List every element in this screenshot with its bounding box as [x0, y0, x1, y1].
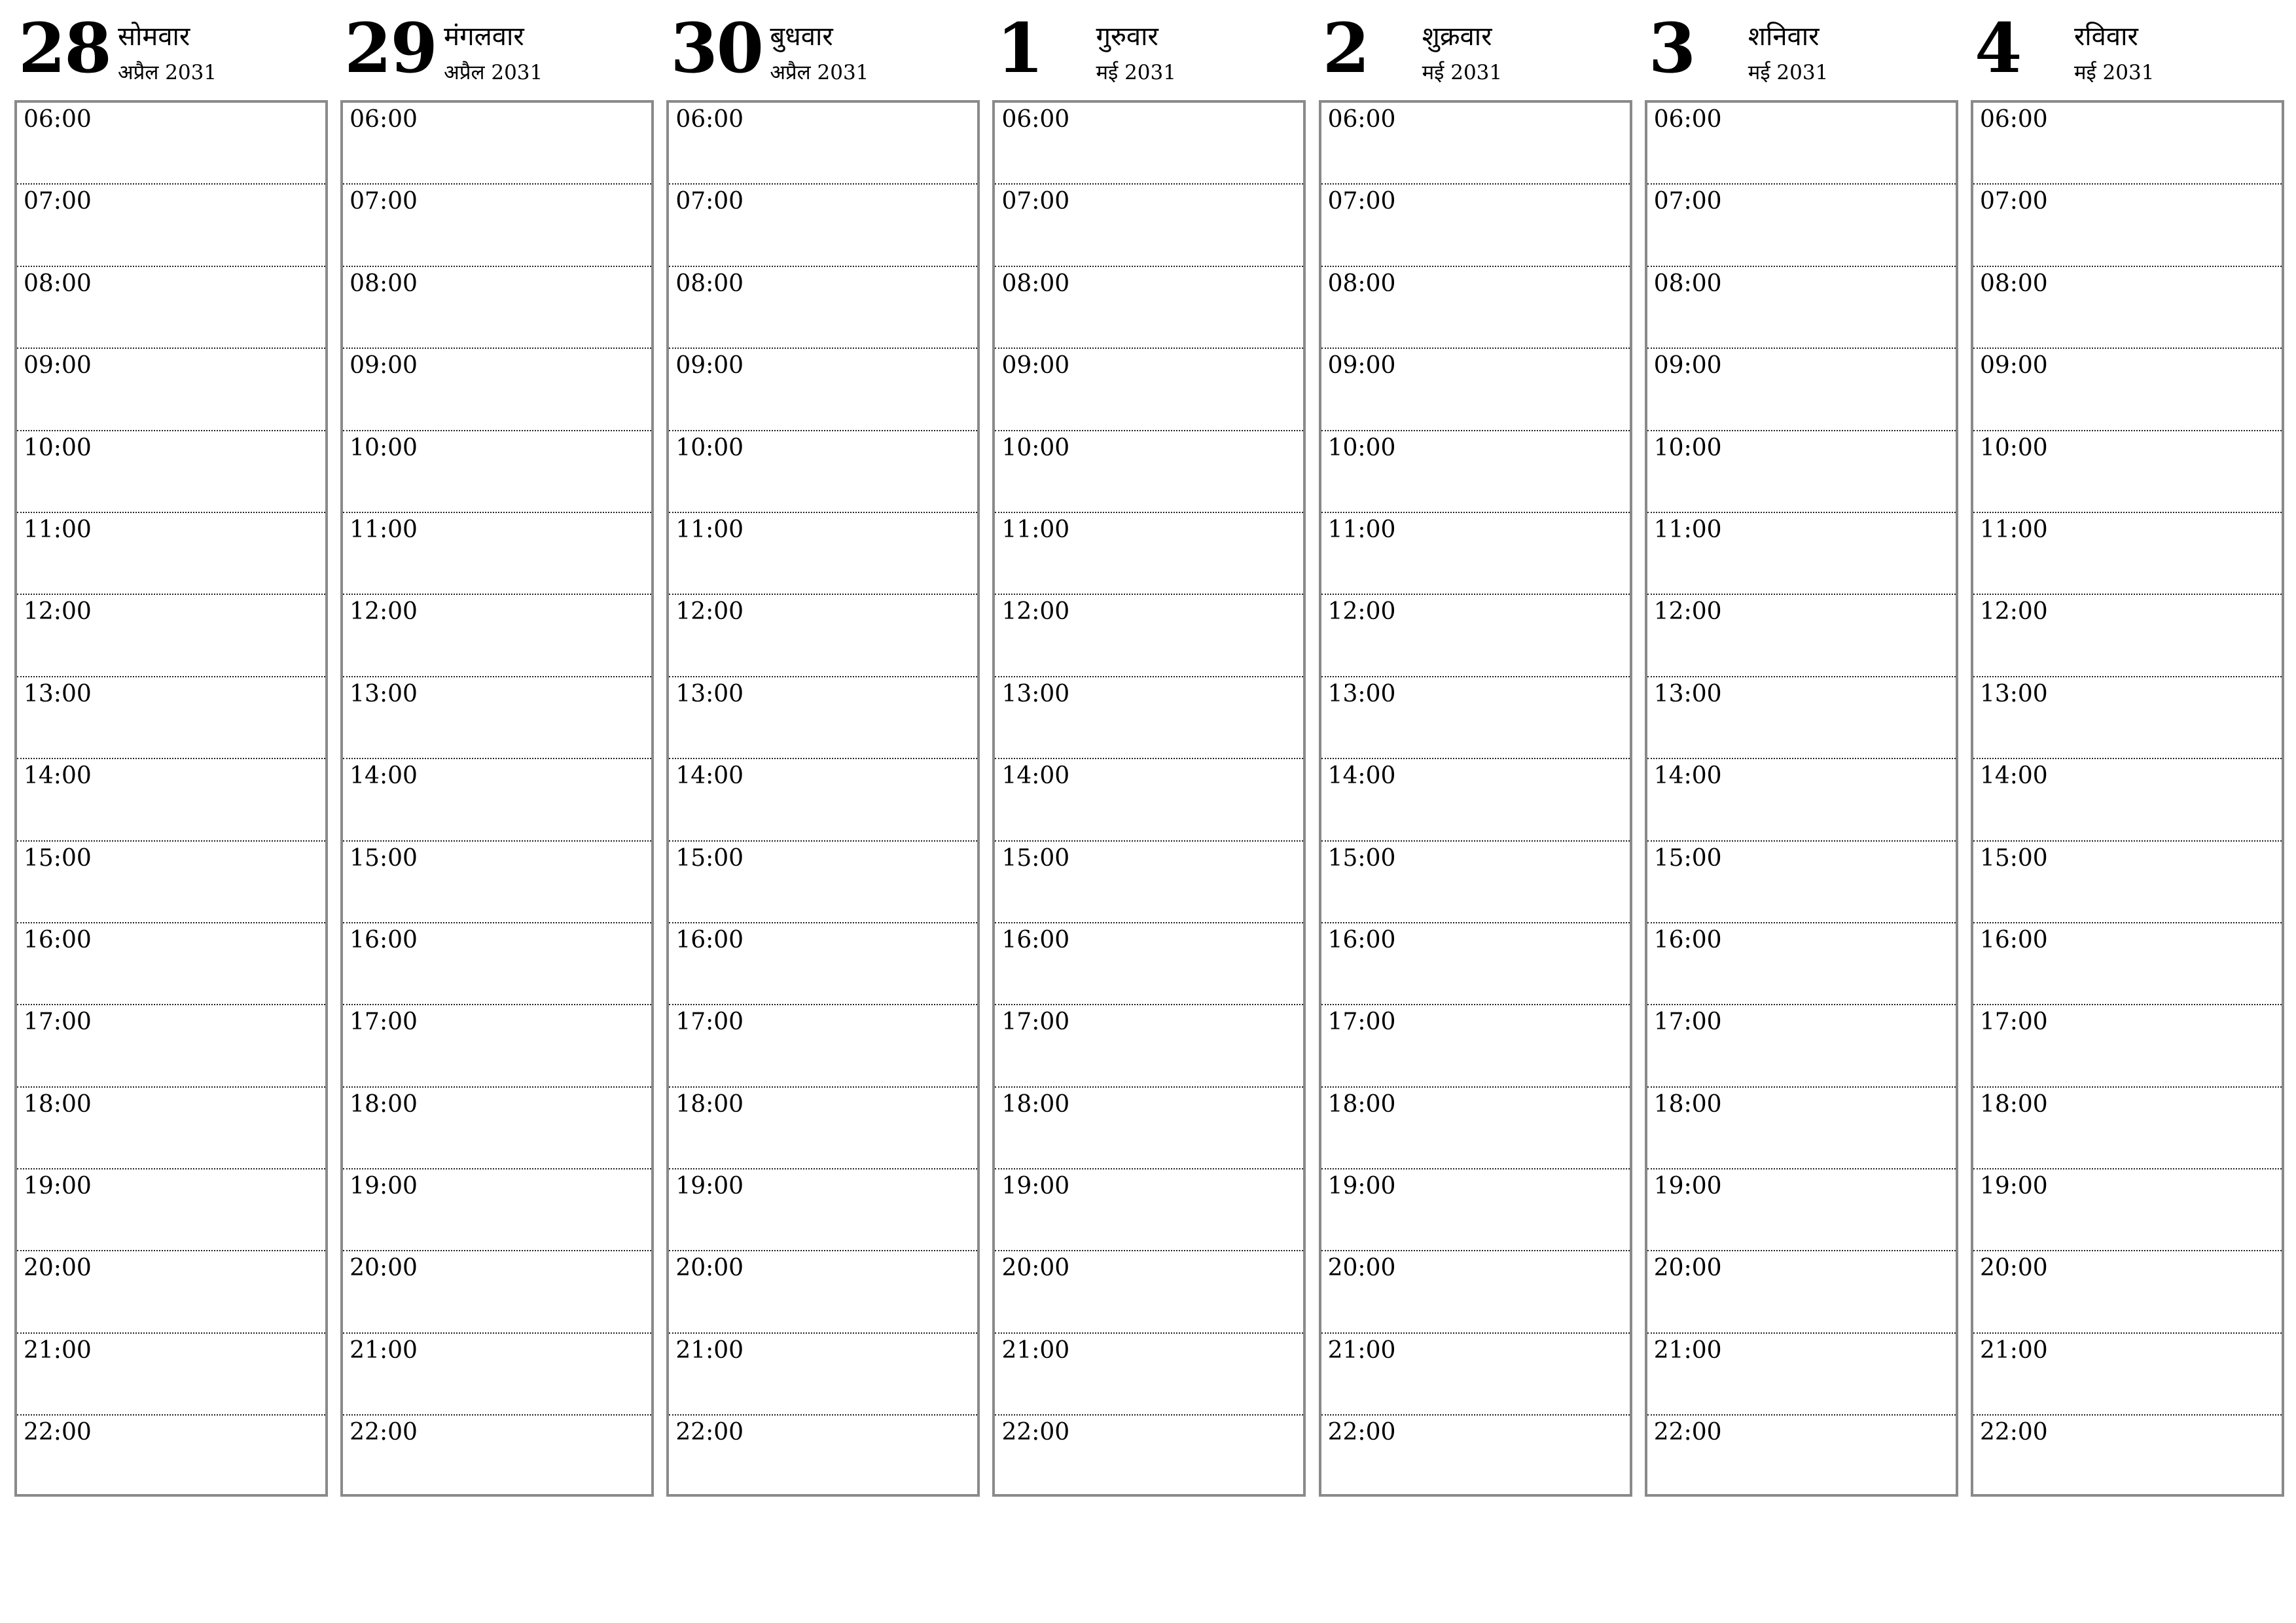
time-slot[interactable] — [1321, 677, 1630, 759]
time-slot[interactable] — [995, 267, 1303, 349]
time-slot[interactable] — [1321, 1334, 1630, 1416]
day-name: शुक्रवार — [1422, 22, 1492, 52]
time-slot[interactable] — [669, 842, 977, 923]
time-slot[interactable] — [669, 103, 977, 185]
time-label: 08:00 — [1979, 270, 2048, 297]
time-slot[interactable] — [1647, 1251, 1956, 1333]
day-name: मंगलवार — [444, 22, 524, 52]
time-slot[interactable] — [995, 1005, 1303, 1087]
time-label: 20:00 — [675, 1255, 744, 1282]
time-slot[interactable] — [343, 923, 651, 1005]
time-label: 21:00 — [675, 1336, 744, 1364]
time-slot[interactable] — [995, 103, 1303, 185]
time-label: 20:00 — [1001, 1255, 1070, 1282]
time-label: 09:00 — [1001, 352, 1070, 380]
time-label: 11:00 — [1653, 516, 1722, 543]
time-slot[interactable] — [1321, 103, 1630, 185]
time-label: 19:00 — [1979, 1173, 2048, 1200]
time-label: 13:00 — [350, 680, 418, 707]
time-label: 22:00 — [1327, 1419, 1396, 1446]
time-slot[interactable] — [343, 1088, 651, 1169]
time-label: 11:00 — [24, 516, 92, 543]
time-slot[interactable] — [343, 1005, 651, 1087]
day-header — [1319, 0, 1632, 98]
time-slot[interactable] — [343, 267, 651, 349]
time-label: 21:00 — [1327, 1336, 1396, 1364]
day-schedule-box — [14, 100, 328, 1497]
time-slot[interactable] — [1321, 759, 1630, 841]
time-slot[interactable] — [669, 267, 977, 349]
time-label: 16:00 — [675, 926, 744, 954]
time-slot[interactable] — [1321, 923, 1630, 1005]
time-label: 08:00 — [1001, 270, 1070, 297]
time-label: 20:00 — [1327, 1255, 1396, 1282]
time-label: 06:00 — [675, 106, 744, 133]
time-slot[interactable] — [1973, 103, 2282, 185]
time-label: 12:00 — [350, 598, 418, 626]
time-slot[interactable] — [1973, 1005, 2282, 1087]
time-label: 07:00 — [675, 188, 744, 215]
time-label: 21:00 — [350, 1336, 418, 1364]
time-label: 06:00 — [1979, 106, 2048, 133]
time-label: 21:00 — [1001, 1336, 1070, 1364]
time-label: 06:00 — [1327, 106, 1396, 133]
time-label: 22:00 — [675, 1419, 744, 1446]
time-slot[interactable] — [1973, 513, 2282, 595]
time-slot[interactable] — [995, 185, 1303, 266]
day-number: 30 — [670, 8, 763, 88]
time-label: 20:00 — [1979, 1255, 2048, 1282]
day-schedule-box — [1645, 100, 1958, 1497]
time-label: 08:00 — [1327, 270, 1396, 297]
time-slot[interactable] — [1973, 842, 2282, 923]
time-label: 06:00 — [24, 106, 92, 133]
time-label: 11:00 — [1327, 516, 1396, 543]
time-label: 10:00 — [675, 434, 744, 461]
time-label: 19:00 — [24, 1173, 92, 1200]
time-label: 22:00 — [1979, 1419, 2048, 1446]
time-slot[interactable] — [343, 759, 651, 841]
time-slot[interactable] — [1647, 1005, 1956, 1087]
day-schedule-box — [1971, 100, 2284, 1497]
day-number: 1 — [996, 8, 1043, 88]
day-month-year: अप्रैल 2031 — [770, 61, 869, 84]
day-month-year: मई 2031 — [1748, 61, 1829, 84]
time-slot[interactable] — [17, 595, 325, 677]
time-slot[interactable] — [17, 1005, 325, 1087]
time-label: 14:00 — [350, 762, 418, 790]
time-slot[interactable] — [1647, 349, 1956, 431]
time-label: 11:00 — [1979, 516, 2048, 543]
time-slot[interactable] — [1321, 1251, 1630, 1333]
time-label: 11:00 — [350, 516, 418, 543]
time-label: 07:00 — [1001, 188, 1070, 215]
time-slot[interactable] — [1647, 1334, 1956, 1416]
time-slot[interactable] — [995, 349, 1303, 431]
time-label: 22:00 — [1653, 1419, 1722, 1446]
time-slot[interactable] — [1973, 595, 2282, 677]
time-label: 16:00 — [24, 926, 92, 954]
time-label: 14:00 — [1001, 762, 1070, 790]
time-label: 12:00 — [1327, 598, 1396, 626]
time-label: 11:00 — [1001, 516, 1070, 543]
time-label: 16:00 — [1001, 926, 1070, 954]
time-slot[interactable] — [17, 923, 325, 1005]
time-slot[interactable] — [995, 1416, 1303, 1497]
day-name: रविवार — [2073, 22, 2138, 52]
time-label: 08:00 — [24, 270, 92, 297]
time-slot[interactable] — [343, 103, 651, 185]
time-label: 11:00 — [675, 516, 744, 543]
time-label: 13:00 — [1653, 680, 1722, 707]
day-name: सोमवार — [118, 22, 190, 52]
time-label: 16:00 — [1653, 926, 1722, 954]
time-slot[interactable] — [1647, 595, 1956, 677]
day-header — [1971, 0, 2284, 98]
time-label: 09:00 — [675, 352, 744, 380]
time-slot[interactable] — [995, 1169, 1303, 1251]
time-label: 18:00 — [1001, 1090, 1070, 1118]
time-label: 15:00 — [24, 844, 92, 872]
time-slot[interactable] — [669, 759, 977, 841]
time-label: 21:00 — [1979, 1336, 2048, 1364]
time-slot[interactable] — [343, 1416, 651, 1497]
time-label: 10:00 — [1979, 434, 2048, 461]
time-label: 14:00 — [675, 762, 744, 790]
day-header — [992, 0, 1306, 98]
day-column — [14, 0, 328, 1505]
time-label: 12:00 — [1001, 598, 1070, 626]
time-label: 15:00 — [1979, 844, 2048, 872]
time-label: 18:00 — [350, 1090, 418, 1118]
time-slot[interactable] — [669, 1088, 977, 1169]
weekly-planner — [14, 0, 2284, 1505]
time-slot[interactable] — [1973, 1088, 2282, 1169]
day-month-year: मई 2031 — [2073, 61, 2155, 84]
time-slot[interactable] — [343, 1251, 651, 1333]
time-label: 08:00 — [350, 270, 418, 297]
time-label: 18:00 — [675, 1090, 744, 1118]
day-header — [666, 0, 980, 98]
time-label: 22:00 — [1001, 1419, 1070, 1446]
time-label: 22:00 — [24, 1419, 92, 1446]
time-slot[interactable] — [1647, 103, 1956, 185]
time-slot[interactable] — [995, 513, 1303, 595]
time-slot[interactable] — [995, 677, 1303, 759]
day-schedule-box — [992, 100, 1306, 1497]
time-label: 12:00 — [1653, 598, 1722, 626]
time-slot[interactable] — [343, 1169, 651, 1251]
day-schedule-box — [340, 100, 654, 1497]
day-header — [340, 0, 654, 98]
time-slot[interactable] — [17, 513, 325, 595]
day-name: बुधवार — [770, 22, 833, 52]
time-slot[interactable] — [343, 431, 651, 513]
time-label: 19:00 — [675, 1173, 744, 1200]
time-label: 18:00 — [1979, 1090, 2048, 1118]
time-slot[interactable] — [995, 595, 1303, 677]
time-slot[interactable] — [669, 431, 977, 513]
time-slot[interactable] — [669, 677, 977, 759]
time-slot[interactable] — [1321, 1169, 1630, 1251]
time-slot[interactable] — [17, 1334, 325, 1416]
time-slot[interactable] — [17, 185, 325, 266]
time-slot[interactable] — [1647, 1416, 1956, 1497]
time-slot[interactable] — [995, 1334, 1303, 1416]
day-column — [1645, 0, 1958, 1505]
time-slot[interactable] — [1321, 1416, 1630, 1497]
time-label: 10:00 — [1653, 434, 1722, 461]
time-slot[interactable] — [669, 1416, 977, 1497]
day-column — [1319, 0, 1632, 1505]
day-name: शनिवार — [1748, 22, 1820, 52]
time-slot[interactable] — [17, 1251, 325, 1333]
time-slot[interactable] — [17, 1416, 325, 1497]
time-slot[interactable] — [1647, 185, 1956, 266]
time-slot[interactable] — [343, 595, 651, 677]
time-slot[interactable] — [343, 842, 651, 923]
time-label: 07:00 — [350, 188, 418, 215]
time-slot[interactable] — [343, 349, 651, 431]
time-label: 14:00 — [1979, 762, 2048, 790]
time-slot[interactable] — [1321, 1088, 1630, 1169]
time-label: 10:00 — [350, 434, 418, 461]
time-slot[interactable] — [1973, 1416, 2282, 1497]
day-header — [1645, 0, 1958, 98]
time-label: 21:00 — [1653, 1336, 1722, 1364]
time-slot[interactable] — [17, 759, 325, 841]
time-slot[interactable] — [1321, 842, 1630, 923]
time-label: 17:00 — [350, 1008, 418, 1036]
time-label: 19:00 — [1327, 1173, 1396, 1200]
day-header — [14, 0, 328, 98]
day-month-year: मई 2031 — [1096, 61, 1176, 84]
time-slot[interactable] — [1321, 595, 1630, 677]
time-label: 09:00 — [1653, 352, 1722, 380]
time-label: 20:00 — [24, 1255, 92, 1282]
time-label: 22:00 — [350, 1419, 418, 1446]
time-slot[interactable] — [995, 1088, 1303, 1169]
time-slot[interactable] — [1973, 1169, 2282, 1251]
time-label: 15:00 — [675, 844, 744, 872]
time-slot[interactable] — [1647, 513, 1956, 595]
time-slot[interactable] — [1647, 677, 1956, 759]
time-label: 12:00 — [675, 598, 744, 626]
day-number: 28 — [18, 8, 111, 88]
time-label: 14:00 — [24, 762, 92, 790]
time-slot[interactable] — [1973, 1251, 2282, 1333]
time-slot[interactable] — [1647, 923, 1956, 1005]
day-schedule-box — [666, 100, 980, 1497]
time-label: 15:00 — [350, 844, 418, 872]
time-label: 20:00 — [350, 1255, 418, 1282]
time-label: 07:00 — [1979, 188, 2048, 215]
day-column — [992, 0, 1306, 1505]
day-number: 29 — [344, 8, 437, 88]
time-label: 18:00 — [1327, 1090, 1396, 1118]
time-slot[interactable] — [1321, 267, 1630, 349]
time-label: 10:00 — [1001, 434, 1070, 461]
time-label: 19:00 — [350, 1173, 418, 1200]
time-slot[interactable] — [17, 842, 325, 923]
time-label: 17:00 — [1653, 1008, 1722, 1036]
time-slot[interactable] — [1647, 759, 1956, 841]
time-slot[interactable] — [343, 677, 651, 759]
time-slot[interactable] — [1973, 267, 2282, 349]
time-slot[interactable] — [17, 1088, 325, 1169]
time-slot[interactable] — [669, 1251, 977, 1333]
time-label: 18:00 — [24, 1090, 92, 1118]
time-slot[interactable] — [1321, 1005, 1630, 1087]
time-slot[interactable] — [669, 1334, 977, 1416]
time-label: 16:00 — [1979, 926, 2048, 954]
time-label: 15:00 — [1327, 844, 1396, 872]
time-label: 13:00 — [24, 680, 92, 707]
time-slot[interactable] — [17, 431, 325, 513]
time-slot[interactable] — [1321, 513, 1630, 595]
time-slot[interactable] — [995, 431, 1303, 513]
time-slot[interactable] — [1321, 431, 1630, 513]
time-slot[interactable] — [343, 1334, 651, 1416]
time-slot[interactable] — [669, 513, 977, 595]
time-slot[interactable] — [1973, 677, 2282, 759]
day-month-year: अप्रैल 2031 — [444, 61, 543, 84]
time-slot[interactable] — [1973, 349, 2282, 431]
time-slot[interactable] — [17, 677, 325, 759]
day-column — [1971, 0, 2284, 1505]
day-column — [340, 0, 654, 1505]
time-slot[interactable] — [995, 1251, 1303, 1333]
time-slot[interactable] — [669, 349, 977, 431]
time-slot[interactable] — [17, 349, 325, 431]
time-label: 19:00 — [1001, 1173, 1070, 1200]
time-label: 07:00 — [24, 188, 92, 215]
time-label: 16:00 — [1327, 926, 1396, 954]
time-label: 06:00 — [1001, 106, 1070, 133]
time-label: 21:00 — [24, 1336, 92, 1364]
time-label: 14:00 — [1327, 762, 1396, 790]
time-label: 15:00 — [1653, 844, 1722, 872]
time-slot[interactable] — [17, 103, 325, 185]
time-label: 09:00 — [1327, 352, 1396, 380]
time-label: 13:00 — [1979, 680, 2048, 707]
time-label: 09:00 — [350, 352, 418, 380]
time-label: 16:00 — [350, 926, 418, 954]
time-slot[interactable] — [1647, 1169, 1956, 1251]
day-number: 2 — [1322, 8, 1369, 88]
time-label: 17:00 — [24, 1008, 92, 1036]
time-label: 13:00 — [675, 680, 744, 707]
time-label: 07:00 — [1327, 188, 1396, 215]
time-slot[interactable] — [669, 1005, 977, 1087]
day-number: 4 — [1974, 8, 2021, 88]
time-label: 14:00 — [1653, 762, 1722, 790]
day-schedule-box — [1319, 100, 1632, 1497]
time-label: 19:00 — [1653, 1173, 1722, 1200]
time-slot[interactable] — [1647, 1088, 1956, 1169]
time-slot[interactable] — [1973, 923, 2282, 1005]
time-label: 08:00 — [675, 270, 744, 297]
time-slot[interactable] — [17, 1169, 325, 1251]
time-slot[interactable] — [995, 759, 1303, 841]
time-label: 09:00 — [24, 352, 92, 380]
time-label: 06:00 — [350, 106, 418, 133]
time-slot[interactable] — [1973, 431, 2282, 513]
time-slot[interactable] — [995, 923, 1303, 1005]
day-number: 3 — [1648, 8, 1695, 88]
time-label: 08:00 — [1653, 270, 1722, 297]
time-label: 20:00 — [1653, 1255, 1722, 1282]
time-label: 17:00 — [1001, 1008, 1070, 1036]
time-slot[interactable] — [1647, 842, 1956, 923]
time-slot[interactable] — [669, 185, 977, 266]
time-label: 09:00 — [1979, 352, 2048, 380]
time-slot[interactable] — [995, 842, 1303, 923]
time-slot[interactable] — [669, 1169, 977, 1251]
time-slot[interactable] — [669, 595, 977, 677]
time-slot[interactable] — [1321, 185, 1630, 266]
day-column — [666, 0, 980, 1505]
time-slot[interactable] — [1973, 759, 2282, 841]
time-label: 18:00 — [1653, 1090, 1722, 1118]
time-label: 13:00 — [1327, 680, 1396, 707]
time-slot[interactable] — [17, 267, 325, 349]
time-label: 10:00 — [1327, 434, 1396, 461]
time-slot[interactable] — [343, 513, 651, 595]
day-month-year: अप्रैल 2031 — [118, 61, 217, 84]
time-slot[interactable] — [1973, 185, 2282, 266]
day-name: गुरुवार — [1096, 22, 1158, 52]
time-slot[interactable] — [343, 185, 651, 266]
time-label: 17:00 — [1979, 1008, 2048, 1036]
time-label: 10:00 — [24, 434, 92, 461]
day-month-year: मई 2031 — [1422, 61, 1503, 84]
time-label: 06:00 — [1653, 106, 1722, 133]
time-slot[interactable] — [1647, 267, 1956, 349]
time-label: 15:00 — [1001, 844, 1070, 872]
time-slot[interactable] — [669, 923, 977, 1005]
time-slot[interactable] — [1321, 349, 1630, 431]
time-label: 07:00 — [1653, 188, 1722, 215]
time-slot[interactable] — [1973, 1334, 2282, 1416]
time-label: 17:00 — [1327, 1008, 1396, 1036]
time-label: 13:00 — [1001, 680, 1070, 707]
time-slot[interactable] — [1647, 431, 1956, 513]
time-label: 17:00 — [675, 1008, 744, 1036]
time-label: 12:00 — [1979, 598, 2048, 626]
time-label: 12:00 — [24, 598, 92, 626]
